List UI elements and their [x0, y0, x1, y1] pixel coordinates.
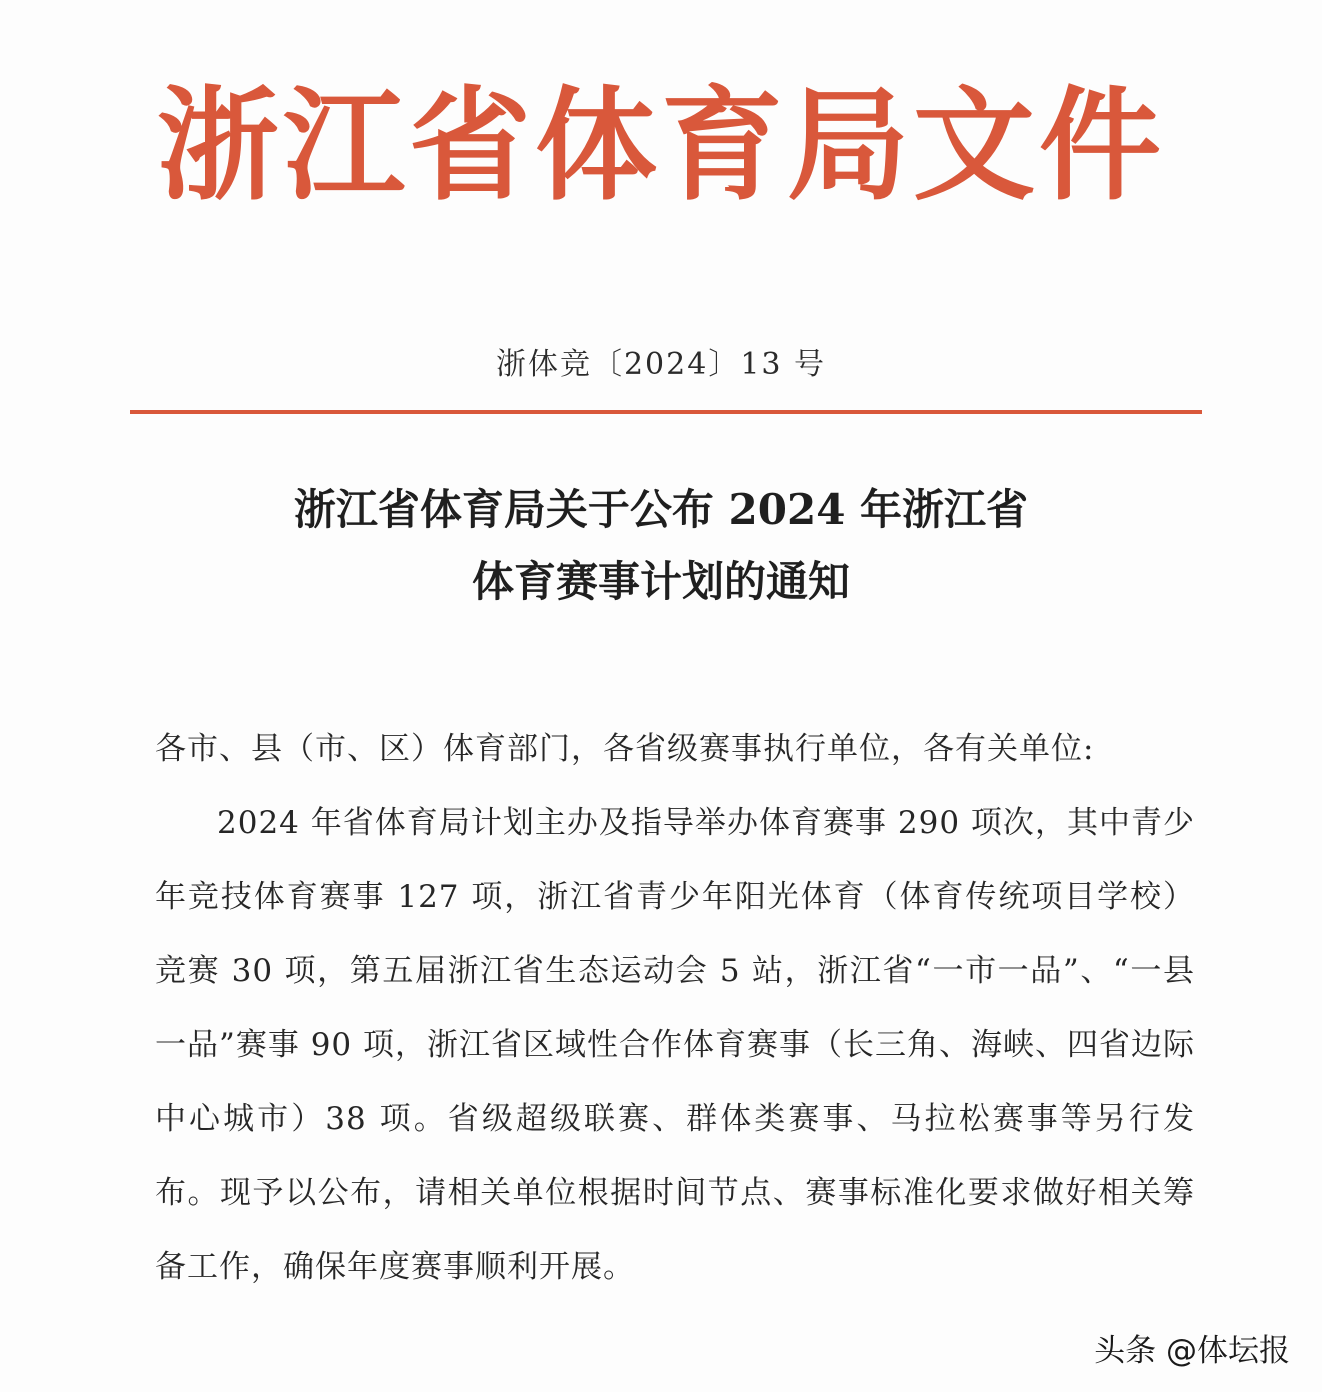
document-title-line-2: 体育赛事计划的通知	[471, 557, 850, 606]
red-divider-line	[130, 410, 1202, 414]
salutation: 各市、县（市、区）体育部门，各省级赛事执行单位，各有关单位:	[155, 731, 1095, 767]
document-body	[155, 712, 1195, 1304]
masthead-title: 浙江省体育局文件	[157, 73, 1165, 217]
body-paragraph: 2024 年省体育局计划主办及指导举办体育赛事 290 项次，其中青少年竞技体育赛事 127 项，浙江省青少年阳光体育（体育传统项目学校）竞赛 30 项，第五届浙江省生态运动会 5 站，浙江省“一市一品”、“一县一品”赛事 90 项，浙江省区域性合作体育赛事（长三角、海峡、四省边际中心城市）38 项。省级超级联赛、群体类赛事、马拉松赛事等另行发布。现予以公布，请相关单位根据时间节点、赛事标准化要求做好相关筹备工作，确保年度赛事顺利开展。	[155, 805, 1195, 1285]
document-number: 浙体竞〔2024〕13 号	[495, 347, 827, 382]
document-title	[0, 474, 1322, 618]
document-title-line-1: 浙江省体育局关于公布 2024 年浙江省	[293, 485, 1029, 534]
source-watermark: 头条 @体坛报	[1094, 1333, 1290, 1369]
